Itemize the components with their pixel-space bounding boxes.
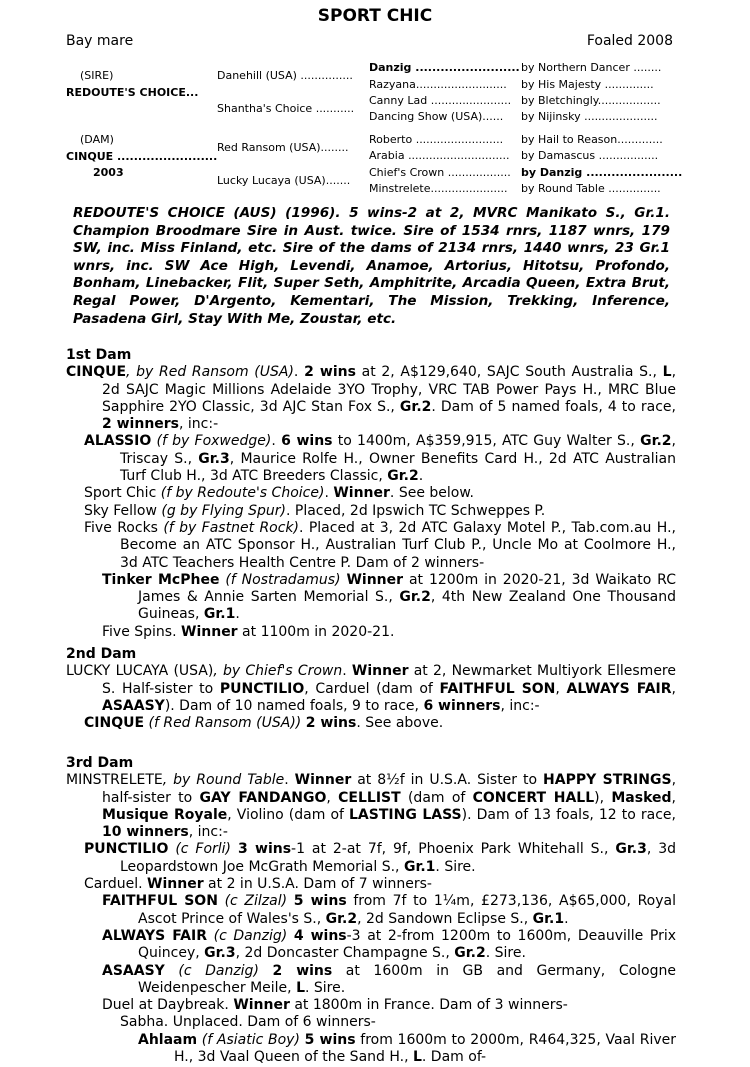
dd-sire-sire: by Danzig .......................	[521, 166, 683, 179]
ds-dam-sire: by Damascus .................	[521, 149, 659, 162]
dam-entry-minstrelete: MINSTRELETE, by Round Table. Winner at 8½f in U.S.A. Sister to HAPPY STRINGS, half-sister to GAY FANDANGO, CELLIST (dam of CONCERT HALL), Masked, Musique Royale, Violino (dam of LASTING LASS). Dam of 13 foals, 12 to race, 10 winners, inc:-	[66, 772, 677, 841]
sire-biography: REDOUTE'S CHOICE (AUS) (1996). 5 wins-2 at 2, MVRC Manikato S., Gr.1. Champion Broodmare Sire in Aust. twice. Sire of 1534 rnrs, 1187 wnrs, 179 SW, inc. Miss Finland, etc. Sire of the dams of 2134 rnrs, 1440 wnrs, 23 Gr.1 wnrs, inc. SW Ace High, Levendi, Anamoe, Artorius, Hitotsu, Profondo, Bonham, Linebacker, Flit, Super Seth, Amphitrite, Arcadia Queen, Extra Brut, Regal Power, D'Argento, Kementari, The Mission, Trekking, Inference, Pasadena Girl, Stay With Me, Zoustar, etc.	[73, 205, 670, 327]
second-dam-section	[66, 646, 676, 732]
sd-dam: Dancing Show (USA)......	[369, 110, 504, 123]
ds-sire-sire: by Hail to Reason.............	[521, 133, 663, 146]
progeny-alassio: ALASSIO (f by Foxwedge). 6 wins to 1400m, A$359,915, ATC Guy Walter S., Gr.2, Triscay S., Gr.3, Maurice Rolfe H., Owner Benefits Card H., 2d ATC Australian Turf Club H., 3d ATC Breeders Classic, Gr.2.	[84, 433, 676, 485]
third-dam-section	[66, 755, 676, 1066]
sire-sire: Danehill (USA) ...............	[217, 69, 353, 82]
ss-sire: Danzig .........................	[369, 61, 520, 74]
progeny-punctilio: PUNCTILIO (c Forli) 3 wins-1 at 2-at 7f, 9f, Phoenix Park Whitehall S., Gr.3, 3d Leopardstown Joe McGrath Memorial S., Gr.1. Sire.	[84, 841, 676, 875]
progeny-faithful-son: FAITHFUL SON (c Zilzal) 5 wins from 7f to 1¼m, £273,136, A$65,000, Royal Ascot Prince of Wales's S., Gr.2, 2d Sandown Eclipse S., Gr.1.	[102, 893, 677, 927]
progeny-carduel: Carduel. Winner at 2 in U.S.A. Dam of 7 winners-	[84, 876, 432, 893]
progeny-five-rocks: Five Rocks (f by Fastnet Rock). Placed at 3, 2d ATC Galaxy Motel P., Tab.com.au H., Become an ATC Sponsor H., Australian Turf Club P., Uncle Mo at Coolmore H., 3d ATC Teachers Health Centre P. Dam of 2 winners-	[84, 519, 676, 571]
dd-dam-sire: by Round Table ...............	[521, 182, 661, 195]
progeny-sky-fellow: Sky Fellow (g by Flying Spur). Placed, 2d Ipswich TC Schweppes P.	[84, 502, 546, 519]
sire-label: (SIRE)	[80, 69, 114, 82]
ss-sire-sire: by Northern Dancer ........	[521, 61, 662, 74]
dd-dam: Minstrelete......................	[369, 182, 508, 195]
sd-dam-sire: by Nijinsky .....................	[521, 110, 658, 123]
horse-colour: Bay mare	[66, 33, 134, 49]
dam-entry-lucky-lucaya: LUCKY LUCAYA (USA), by Chief's Crown. Winner at 2, Newmarket Multiyork Ellesmere S. Half-sister to PUNCTILIO, Carduel (dam of FAITHFUL SON, ALWAYS FAIR, ASAASY). Dam of 10 named foals, 9 to race, 6 winners, inc:-	[66, 663, 676, 714]
dd-sire: Chief's Crown ..................	[369, 166, 511, 179]
progeny-duel-at-daybreak: Duel at Daybreak. Winner at 1800m in France. Dam of 3 winners-	[102, 997, 568, 1014]
progeny-five-spins: Five Spins. Winner at 1100m in 2020-21.	[102, 623, 395, 640]
progeny-sport-chic: Sport Chic (f by Redoute's Choice). Winner. See below.	[84, 485, 474, 502]
first-dam-heading: 1st Dam	[66, 347, 132, 363]
progeny-always-fair: ALWAYS FAIR (c Danzig) 4 wins-3 at 2-from 1200m to 1600m, Deauville Prix Quincey, Gr.3, 2d Doncaster Champagne S., Gr.2. Sire.	[102, 927, 676, 962]
ss-dam-sire: by His Majesty ..............	[521, 78, 654, 91]
dam-entry-cinque: CINQUE, by Red Ransom (USA). 2 wins at 2, A$129,640, SAJC South Australia S., L, 2d SAJC Magic Millions Adelaide 3YO Trophy, VRC TAB Power Pays H., MRC Blue Sapphire 2YO Classic, 3d AJC Stan Fox S., Gr.2. Dam of 5 named foals, 4 to race, 2 winners, inc:-	[66, 364, 677, 433]
sire-name: REDOUTE'S CHOICE...	[66, 86, 199, 99]
dam-name: CINQUE ........................	[66, 150, 218, 163]
sd-sire-sire: by Bletchingly..................	[521, 94, 661, 107]
progeny-cinque: CINQUE (f Red Ransom (USA)) 2 wins. See above.	[84, 715, 444, 732]
progeny-tinker-mcphee: Tinker McPhee (f Nostradamus) Winner at 1200m in 2020-21, 3d Waikato RC James & Annie Sarten Memorial S., Gr.2, 4th New Zealand One Thousand Guineas, Gr.1.	[102, 571, 676, 623]
progeny-ahlaam: Ahlaam (f Asiatic Boy) 5 wins from 1600m to 2000m, R464,325, Vaal River H., 3d Vaal Queen of the Sand H., L. Dam of-	[138, 1031, 676, 1066]
dam-sire: Red Ransom (USA)........	[217, 141, 349, 154]
ds-dam: Arabia .............................	[369, 149, 510, 162]
progeny-asaasy: ASAASY (c Danzig) 2 wins at 1600m in GB and Germany, Cologne Weidenpescher Meile, L. Sire.	[102, 962, 676, 996]
foaled-year: Foaled 2008	[586, 33, 673, 49]
dam-year: 2003	[93, 166, 124, 179]
sire-dam: Shantha's Choice ...........	[217, 102, 355, 115]
second-dam-heading: 2nd Dam	[66, 646, 137, 662]
third-dam-heading: 3rd Dam	[66, 755, 134, 771]
dam-label: (DAM)	[80, 133, 114, 146]
first-dam-section	[66, 347, 676, 641]
sd-sire: Canny Lad .......................	[369, 94, 512, 107]
dam-dam: Lucky Lucaya (USA).......	[217, 174, 351, 187]
ds-sire: Roberto .........................	[369, 133, 504, 146]
horse-name: SPORT CHIC	[317, 6, 433, 26]
progeny-sabha: Sabha. Unplaced. Dam of 6 winners-	[120, 1014, 376, 1031]
ss-dam: Razyana..........................	[369, 78, 507, 91]
